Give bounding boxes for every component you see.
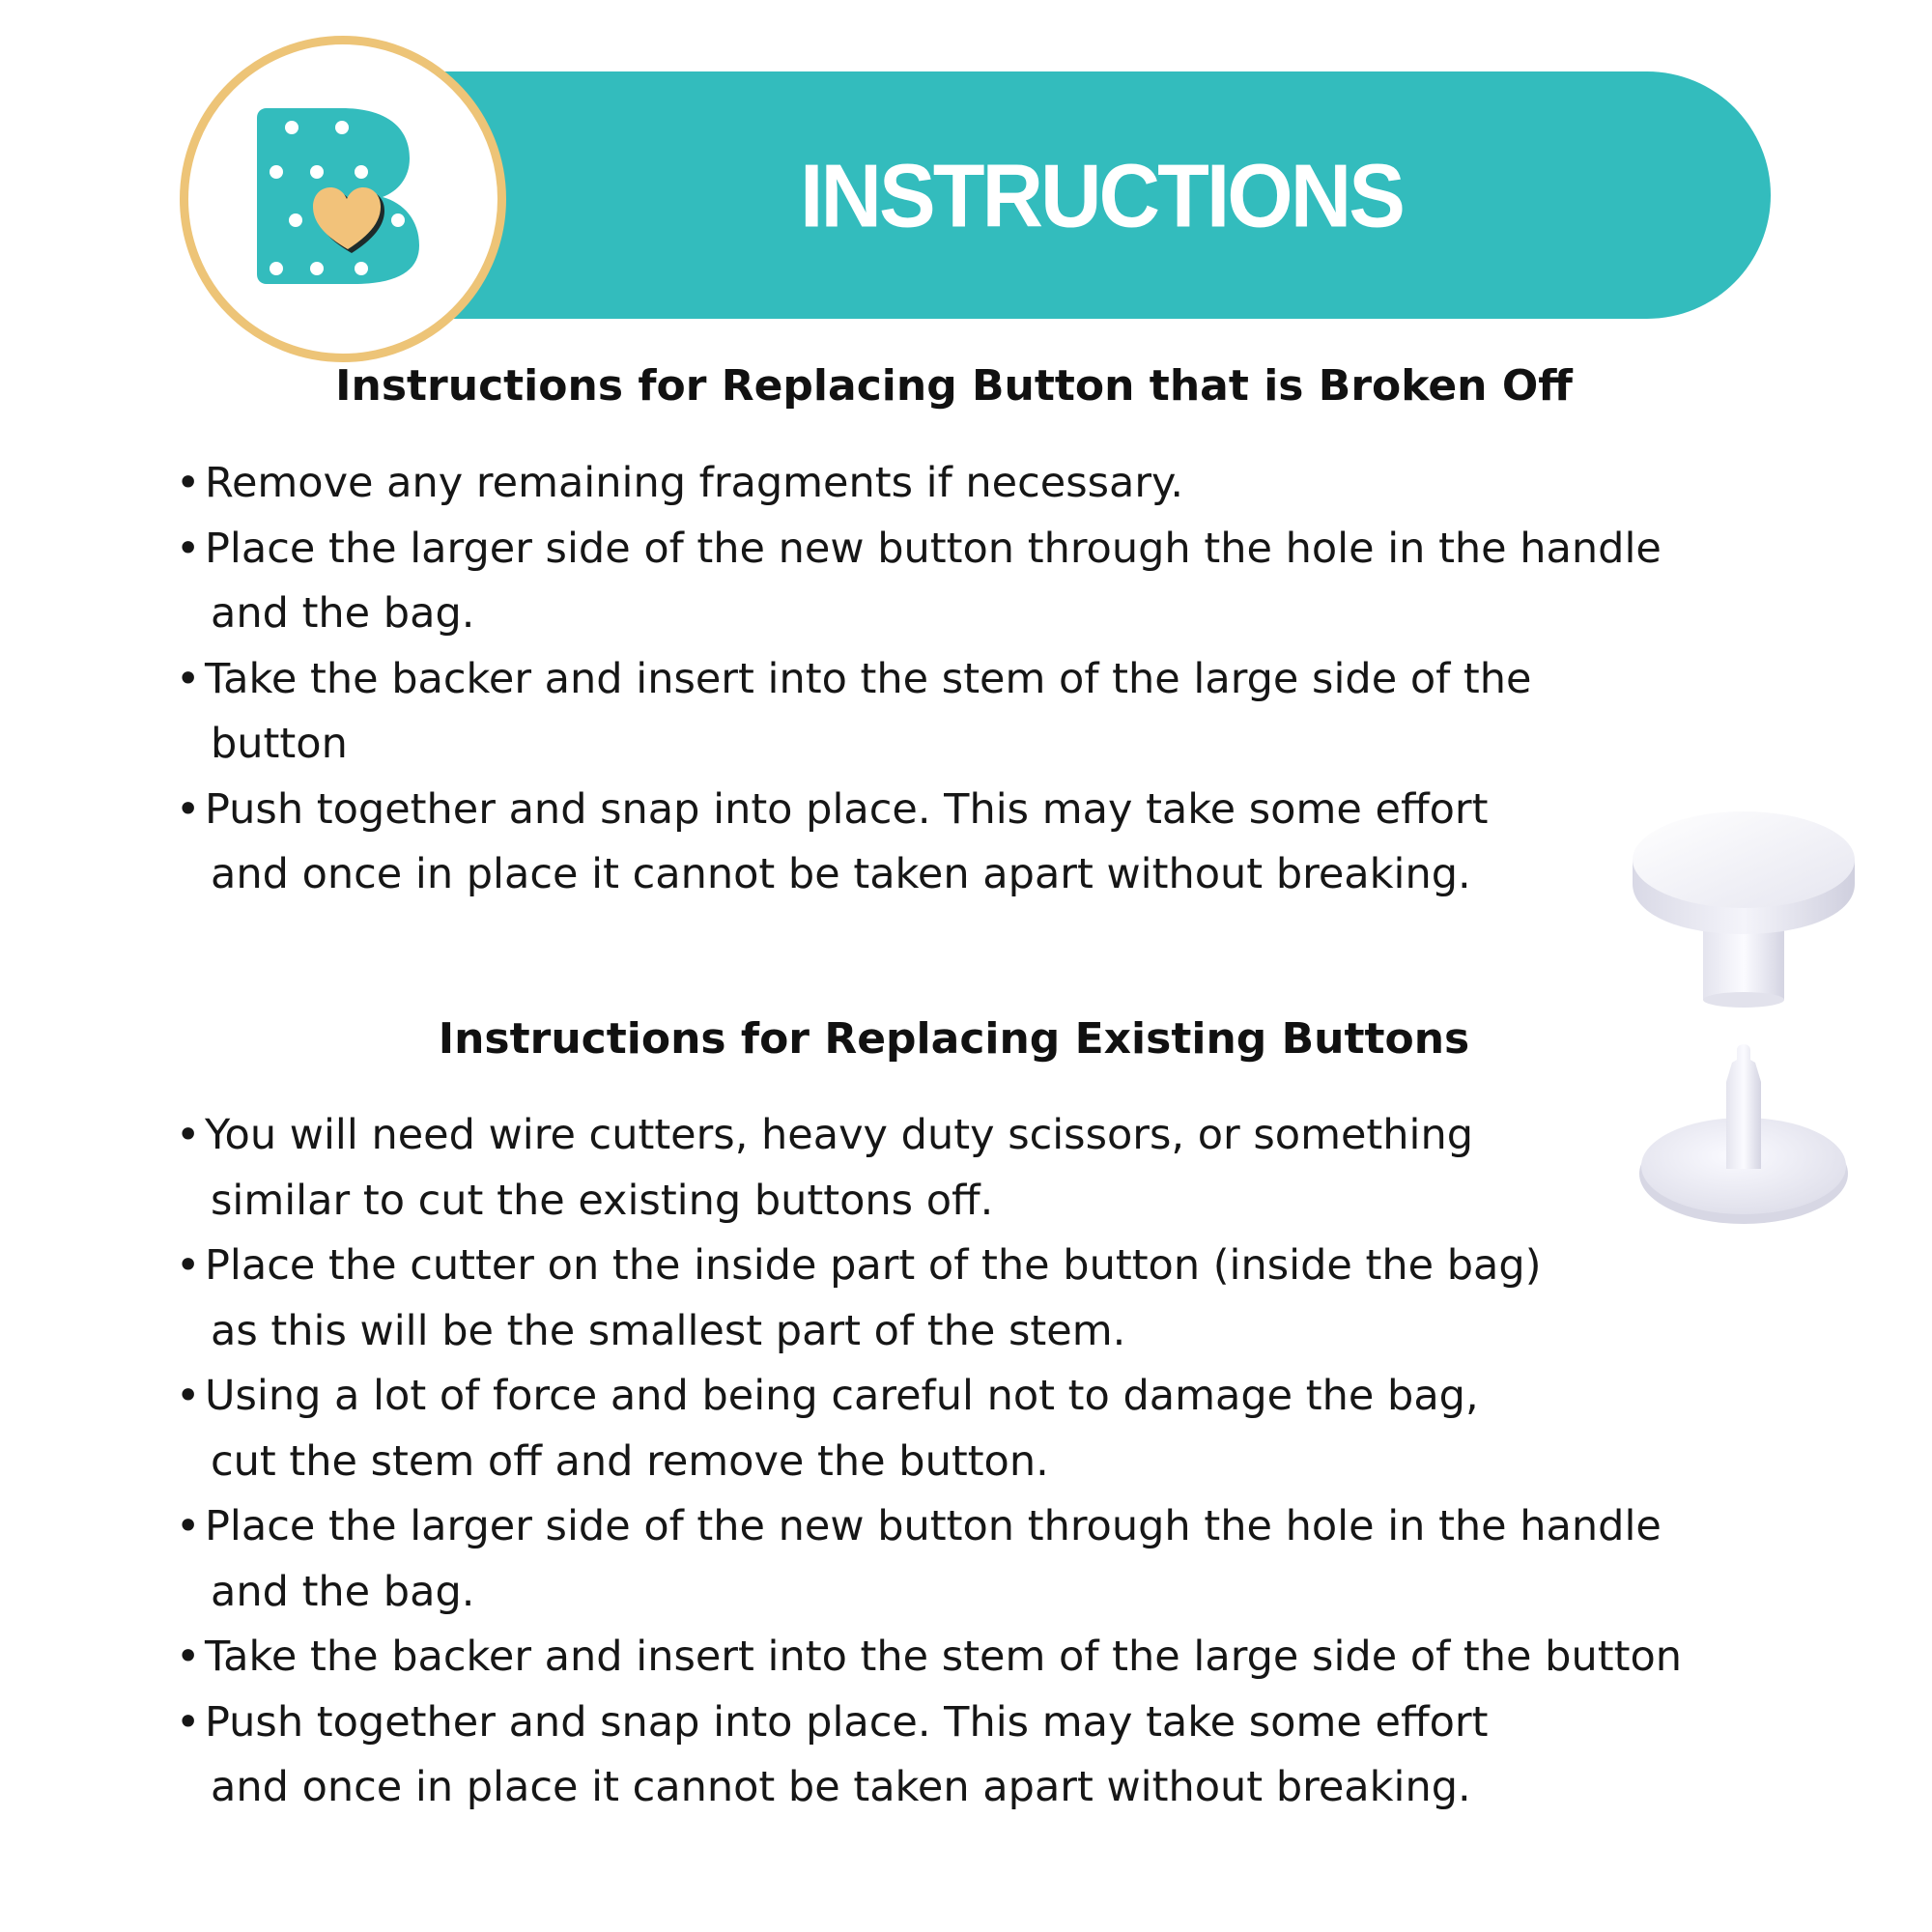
list-item: • Take the backer and insert into the stem of the large side of the button — [172, 1625, 1682, 1690]
list-item: • Place the larger side of the new button through the hole in the handle and the bag. — [172, 517, 1662, 647]
list-item: • Place the cutter on the inside part of the button (inside the bag) as this will be the smallest part of the stem. — [172, 1234, 1682, 1364]
section-heading-existing-buttons: Instructions for Replacing Existing Buttons — [438, 1014, 1470, 1064]
section-heading-broken-off: Instructions for Replacing Button that is Broken Off — [335, 361, 1573, 411]
button-cap — [1633, 811, 1855, 1008]
list-item: • Push together and snap into place. This may take some effort and once in place it cannot be taken apart without breaking. — [172, 1690, 1682, 1821]
brand-logo-icon — [253, 104, 427, 288]
list-item: • Place the larger side of the new button through the hole in the handle and the bag. — [172, 1494, 1682, 1625]
instruction-list-existing-buttons — [172, 1103, 1682, 1821]
instruction-list-broken-off — [172, 451, 1662, 908]
list-item: • Remove any remaining fragments if necessary. — [172, 451, 1662, 517]
list-item: • You will need wire cutters, heavy duty scissors, or something similar to cut the existing buttons off. — [172, 1103, 1682, 1234]
page-title: INSTRUCTIONS — [800, 145, 1403, 246]
replacement-button-illustration — [1623, 807, 1913, 1232]
list-item: • Push together and snap into place. This may take some effort and once in place it cannot be taken apart without breaking. — [172, 778, 1662, 908]
list-item: • Using a lot of force and being careful not to damage the bag, cut the stem off and remove the button. — [172, 1364, 1682, 1494]
button-backer — [1639, 1044, 1848, 1224]
list-item: • Take the backer and insert into the stem of the large side of the button — [172, 647, 1662, 778]
